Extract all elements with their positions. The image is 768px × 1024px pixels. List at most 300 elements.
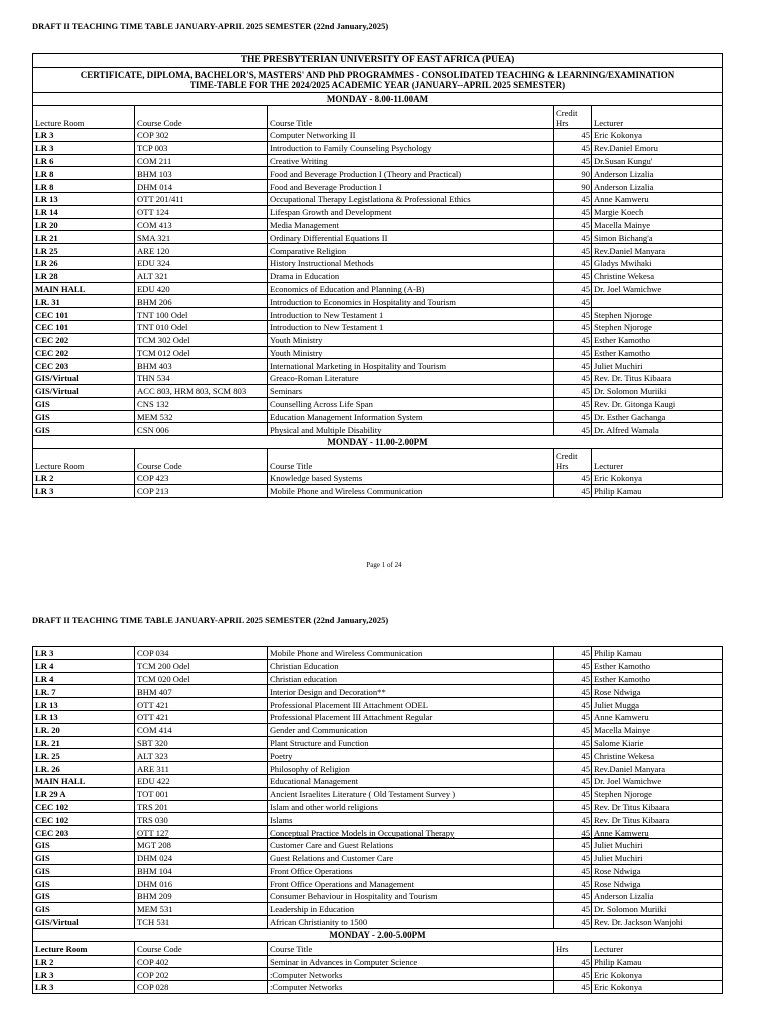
header-credit-label: Credit	[556, 108, 578, 119]
lecture-room-cell: LR 28	[33, 269, 135, 282]
course-code-cell: MEM 532	[135, 410, 268, 423]
credit-hrs-cell: 45	[554, 762, 592, 775]
header-lecture-room: Lecture Room	[33, 106, 135, 129]
lecture-room-cell: LR 21	[33, 231, 135, 244]
course-title-cell: Islams	[268, 813, 554, 826]
credit-hrs-cell: 45	[554, 877, 592, 890]
table-row	[33, 813, 723, 826]
course-code-cell: EDU 422	[135, 774, 268, 787]
table-row	[33, 968, 723, 981]
credit-hrs-cell: 45	[554, 838, 592, 851]
header-lecturer: Lecturer	[592, 941, 723, 955]
column-header-row	[33, 106, 723, 129]
table-row	[33, 472, 723, 485]
lecture-room-cell: GIS	[33, 902, 135, 915]
table-row	[33, 269, 723, 282]
course-code-cell: COP 034	[135, 647, 268, 660]
session-heading: MONDAY - 11.00-2.00PM	[33, 436, 723, 449]
course-code-cell: DHM 024	[135, 851, 268, 864]
course-title-cell: Ordinary Differential Equations II	[268, 231, 554, 244]
course-title-cell: Counselling Across Life Span	[268, 397, 554, 410]
lecture-room-cell: LR 3	[33, 484, 135, 497]
credit-hrs-cell: 45	[554, 244, 592, 257]
course-code-cell: OTT 201/411	[135, 192, 268, 205]
lecturer-cell: Salome Kiarie	[592, 736, 723, 749]
credit-hrs-cell: 45	[554, 851, 592, 864]
course-title-cell: :Computer Networks	[268, 968, 554, 981]
course-code-cell: TCH 531	[135, 915, 268, 928]
lecture-room-cell: LR. 31	[33, 295, 135, 308]
lecturer-cell: Eric Kokonya	[592, 472, 723, 485]
lecturer-cell: Esther Kamotho	[592, 659, 723, 672]
lecture-room-cell: GIS	[33, 410, 135, 423]
lecturer-cell: Christine Wekesa	[592, 269, 723, 282]
course-code-cell: TOT 001	[135, 787, 268, 800]
credit-hrs-cell: 45	[554, 915, 592, 928]
table-row	[33, 410, 723, 423]
lecture-room-cell: CEC 202	[33, 333, 135, 346]
lecturer-cell: Dr. Joel Wamichwe	[592, 282, 723, 295]
lecture-room-cell: CEC 203	[33, 826, 135, 839]
course-code-cell: TNT 100 Odel	[135, 308, 268, 321]
lecturer-cell: Dr. Joel Wamichwe	[592, 774, 723, 787]
session-heading: MONDAY - 2.00-5.00PM	[33, 928, 723, 941]
credit-hrs-cell: 45	[554, 231, 592, 244]
lecture-room-cell: LR 8	[33, 180, 135, 193]
course-code-cell: OTT 421	[135, 710, 268, 723]
course-title-cell: Seminar in Advances in Computer Science	[268, 955, 554, 968]
lecturer-cell: Rev. Dr. Gitonga Kaugi	[592, 397, 723, 410]
course-code-cell: DHM 014	[135, 180, 268, 193]
lecturer-cell: Rev.Daniel Emoru	[592, 141, 723, 154]
table-row	[33, 282, 723, 295]
credit-hrs-cell: 45	[554, 129, 592, 142]
table-row	[33, 864, 723, 877]
course-code-cell: TNT 010 Odel	[135, 320, 268, 333]
credit-hrs-cell: 45	[554, 308, 592, 321]
course-title-cell: Media Management	[268, 218, 554, 231]
credit-hrs-cell: 45	[554, 698, 592, 711]
credit-hrs-cell: 45	[554, 749, 592, 762]
lecturer-cell: Macella Mainye	[592, 218, 723, 231]
credit-hrs-cell: 45	[554, 384, 592, 397]
lecturer-cell: Rose Ndwiga	[592, 864, 723, 877]
course-code-cell: COP 402	[135, 955, 268, 968]
lecturer-cell: Dr.Susan Kungu'	[592, 154, 723, 167]
table-row	[33, 672, 723, 685]
course-title-cell: Youth Ministry	[268, 346, 554, 359]
table-row	[33, 838, 723, 851]
header-lecturer: Lecturer	[592, 106, 723, 129]
course-code-cell: BHM 209	[135, 890, 268, 903]
credit-hrs-cell: 45	[554, 423, 592, 436]
header-course-title: Course Title	[268, 106, 554, 129]
course-code-cell: COM 414	[135, 723, 268, 736]
course-code-cell: TCM 020 Odel	[135, 672, 268, 685]
course-code-cell: COP 213	[135, 484, 268, 497]
lecture-room-cell: CEC 101	[33, 308, 135, 321]
table-row	[33, 384, 723, 397]
header-hrs-label: Hrs	[556, 117, 569, 128]
lecturer-cell: Anderson Lizalia	[592, 180, 723, 193]
lecture-room-cell: CEC 102	[33, 813, 135, 826]
lecture-room-cell: GIS/Virtual	[33, 372, 135, 385]
credit-hrs-cell: 45	[554, 192, 592, 205]
credit-hrs-cell: 45	[554, 968, 592, 981]
lecturer-cell: Eric Kokonya	[592, 129, 723, 142]
table-row	[33, 346, 723, 359]
course-code-cell: CSN 006	[135, 423, 268, 436]
course-title-cell: Introduction to New Testament 1	[268, 320, 554, 333]
header-course-code: Course Code	[135, 449, 268, 472]
lecturer-cell: Anne Kamweru	[592, 826, 723, 839]
table-row	[33, 154, 723, 167]
lecture-room-cell: GIS	[33, 851, 135, 864]
credit-hrs-cell: 45	[554, 800, 592, 813]
lecturer-cell: Dr. Alfred Wamala	[592, 423, 723, 436]
draft-header: DRAFT II TEACHING TIME TABLE JANUARY-APRIL 2025 SEMESTER (22nd January,2025)	[32, 21, 389, 31]
course-code-cell: EDU 420	[135, 282, 268, 295]
lecturer-cell: Simon Bichang'a	[592, 231, 723, 244]
lecturer-cell: Rev. Dr. Jackson Wanjohi	[592, 915, 723, 928]
table-row	[33, 774, 723, 787]
table-row	[33, 647, 723, 660]
header-course-title: Course Title	[268, 449, 554, 472]
column-header-row	[33, 941, 723, 955]
table-row	[33, 902, 723, 915]
lecture-room-cell: LR 2	[33, 472, 135, 485]
credit-hrs-cell: 45	[554, 672, 592, 685]
lecture-room-cell: LR 3	[33, 647, 135, 660]
lecturer-cell: Eric Kokonya	[592, 968, 723, 981]
header-lecturer: Lecturer	[592, 449, 723, 472]
lecturer-cell: Christine Wekesa	[592, 749, 723, 762]
course-code-cell: TCP 003	[135, 141, 268, 154]
table-row	[33, 736, 723, 749]
lecturer-cell: Macella Mainye	[592, 723, 723, 736]
course-title-cell: Professional Placement III Attachment ODEL	[268, 698, 554, 711]
lecture-room-cell: LR 14	[33, 205, 135, 218]
table-row	[33, 800, 723, 813]
course-title-cell: Food and Beverage Production I	[268, 180, 554, 193]
lecturer-cell: Philip Kamau	[592, 955, 723, 968]
table-row	[33, 851, 723, 864]
lecture-room-cell: GIS/Virtual	[33, 915, 135, 928]
credit-hrs-cell: 45	[554, 484, 592, 497]
lecture-room-cell: LR 25	[33, 244, 135, 257]
timetable-page-2	[32, 646, 723, 994]
course-title-cell: Front Office Operations	[268, 864, 554, 877]
course-title-cell: Plant Structure and Function	[268, 736, 554, 749]
lecture-room-cell: GIS	[33, 423, 135, 436]
lecturer-cell: Stephen Njoroge	[592, 320, 723, 333]
course-code-cell: DHM 016	[135, 877, 268, 890]
course-title-cell: Christian education	[268, 672, 554, 685]
table-row	[33, 762, 723, 775]
credit-hrs-cell: 45	[554, 659, 592, 672]
table-row	[33, 205, 723, 218]
lecture-room-cell: CEC 102	[33, 800, 135, 813]
course-title-cell: Ancient Israelites Literature ( Old Testament Survey )	[268, 787, 554, 800]
course-code-cell: BHM 104	[135, 864, 268, 877]
credit-hrs-cell: 45	[554, 141, 592, 154]
course-title-cell: Educational Management	[268, 774, 554, 787]
course-title-cell: Customer Care and Guest Relations	[268, 838, 554, 851]
course-code-cell: ARE 311	[135, 762, 268, 775]
course-code-cell: BHM 403	[135, 359, 268, 372]
course-code-cell: TRS 030	[135, 813, 268, 826]
lecturer-cell: Rev. Dr. Titus Kibaara	[592, 372, 723, 385]
lecturer-cell: Rose Ndwiga	[592, 685, 723, 698]
lecture-room-cell: LR. 21	[33, 736, 135, 749]
lecturer-cell: Juliet Muchiri	[592, 851, 723, 864]
lecture-room-cell: LR. 20	[33, 723, 135, 736]
lecture-room-cell: LR 4	[33, 672, 135, 685]
session-heading: MONDAY - 8.00-11.00AM	[33, 93, 723, 106]
course-title-cell: Philosophy of Religion	[268, 762, 554, 775]
table-row	[33, 231, 723, 244]
table-row	[33, 167, 723, 180]
table-row	[33, 659, 723, 672]
lecture-room-cell: LR 13	[33, 192, 135, 205]
credit-hrs-cell: 45	[554, 372, 592, 385]
course-code-cell: COM 413	[135, 218, 268, 231]
lecture-room-cell: MAIN HALL	[33, 774, 135, 787]
lecturer-cell	[592, 295, 723, 308]
credit-hrs-cell: 45	[554, 218, 592, 231]
lecturer-cell: Dr. Solomon Muriiki	[592, 902, 723, 915]
course-code-cell: ACC 803, HRM 803, SCM 803	[135, 384, 268, 397]
lecture-room-cell: GIS	[33, 397, 135, 410]
lecture-room-cell: LR. 25	[33, 749, 135, 762]
lecturer-cell: Margie Koech	[592, 205, 723, 218]
table-row	[33, 218, 723, 231]
course-title-cell: History Instructional Methods	[268, 256, 554, 269]
lecture-room-cell: LR 3	[33, 981, 135, 994]
credit-hrs-cell: 45	[554, 256, 592, 269]
course-title-cell: :Computer Networks	[268, 981, 554, 994]
lecture-room-cell: LR 3	[33, 129, 135, 142]
course-code-cell: BHM 407	[135, 685, 268, 698]
course-title-cell: African Christianity to 1500	[268, 915, 554, 928]
credit-hrs-cell: 45	[554, 902, 592, 915]
course-title-cell: Lifespan Growth and Development	[268, 205, 554, 218]
table-row	[33, 129, 723, 142]
course-code-cell: OTT 127	[135, 826, 268, 839]
course-title-cell: Computer Networking II	[268, 129, 554, 142]
table-row	[33, 423, 723, 436]
university-title: THE PRESBYTERIAN UNIVERSITY OF EAST AFRICA (PUEA)	[33, 54, 723, 68]
lecture-room-cell: GIS	[33, 890, 135, 903]
table-row	[33, 333, 723, 346]
course-title-cell: Gender and Communication	[268, 723, 554, 736]
credit-hrs-cell: 45	[554, 205, 592, 218]
lecture-room-cell: GIS/Virtual	[33, 384, 135, 397]
course-title-cell: Introduction to Economics in Hospitality and Tourism	[268, 295, 554, 308]
table-row	[33, 787, 723, 800]
table-row	[33, 698, 723, 711]
timetable-page-1	[32, 53, 723, 498]
course-title-cell: Introduction to New Testament 1	[268, 308, 554, 321]
course-title-cell: Guest Relations and Customer Care	[268, 851, 554, 864]
table-row	[33, 749, 723, 762]
table-row	[33, 723, 723, 736]
lecturer-cell: Philip Kamau	[592, 484, 723, 497]
credit-hrs-cell: 45	[554, 774, 592, 787]
lecturer-cell: Esther Kamotho	[592, 333, 723, 346]
lecture-room-cell: LR. 26	[33, 762, 135, 775]
course-code-cell: COM 211	[135, 154, 268, 167]
lecture-room-cell: LR 2	[33, 955, 135, 968]
credit-hrs-cell: 45	[554, 472, 592, 485]
course-code-cell: OTT 124	[135, 205, 268, 218]
table-row	[33, 826, 723, 839]
lecturer-cell: Anderson Lizalia	[592, 890, 723, 903]
header-credit-hrs	[554, 449, 592, 472]
credit-hrs-cell: 45	[554, 346, 592, 359]
course-code-cell: EDU 324	[135, 256, 268, 269]
table-row	[33, 308, 723, 321]
course-title-cell: Conceptual Practice Models in Occupational Therapy	[268, 826, 554, 839]
course-title-cell: Professional Placement III Attachment Regular	[268, 710, 554, 723]
lecture-room-cell: MAIN HALL	[33, 282, 135, 295]
lecturer-cell: Esther Kamotho	[592, 346, 723, 359]
header-credit-hrs	[554, 106, 592, 129]
credit-hrs-cell: 45	[554, 359, 592, 372]
header-hrs: Hrs	[554, 941, 592, 955]
lecturer-cell: Stephen Njoroge	[592, 787, 723, 800]
column-header-row	[33, 449, 723, 472]
course-title-cell: Education Management Information System	[268, 410, 554, 423]
header-course-title: Course Title	[268, 941, 554, 955]
course-code-cell: TCM 012 Odel	[135, 346, 268, 359]
header-credit-label: Credit	[556, 451, 578, 462]
table-row	[33, 397, 723, 410]
course-title-cell: Knowledge based Systems	[268, 472, 554, 485]
header-lecture-room: Lecture Room	[33, 941, 135, 955]
course-code-cell: OTT 421	[135, 698, 268, 711]
lecture-room-cell: LR 13	[33, 698, 135, 711]
credit-hrs-cell: 45	[554, 282, 592, 295]
programmes-line-1: CERTIFICATE, DIPLOMA, BACHELOR'S, MASTERS' AND PhD PROGRAMMES - CONSOLIDATED TEACHING & LEARNING/EXAMINATION	[80, 69, 675, 80]
lecturer-cell: Juliet Muchiri	[592, 838, 723, 851]
lecture-room-cell: GIS	[33, 877, 135, 890]
course-code-cell: ALT 323	[135, 749, 268, 762]
credit-hrs-cell: 45	[554, 320, 592, 333]
course-title-cell: Creative Writing	[268, 154, 554, 167]
credit-hrs-cell: 45	[554, 890, 592, 903]
table-row	[33, 915, 723, 928]
lecture-room-cell: CEC 101	[33, 320, 135, 333]
lecture-room-cell: CEC 203	[33, 359, 135, 372]
lecture-room-cell: LR 4	[33, 659, 135, 672]
header-course-code: Course Code	[135, 941, 268, 955]
lecture-room-cell: LR. 7	[33, 685, 135, 698]
table-row	[33, 484, 723, 497]
course-code-cell: THN 534	[135, 372, 268, 385]
lecturer-cell: Anne Kamweru	[592, 192, 723, 205]
lecture-room-cell: LR 20	[33, 218, 135, 231]
credit-hrs-cell: 45	[554, 736, 592, 749]
lecturer-cell: Anderson Lizalia	[592, 167, 723, 180]
course-code-cell: COP 302	[135, 129, 268, 142]
credit-hrs-cell: 45	[554, 981, 592, 994]
lecture-room-cell: GIS	[33, 864, 135, 877]
course-title-cell: International Marketing in Hospitality and Tourism	[268, 359, 554, 372]
table-row	[33, 890, 723, 903]
table-row	[33, 244, 723, 257]
lecturer-cell: Dr. Esther Gachanga	[592, 410, 723, 423]
table-row	[33, 710, 723, 723]
table-row	[33, 372, 723, 385]
course-title-cell: Mobile Phone and Wireless Communication	[268, 484, 554, 497]
course-code-cell: SMA 321	[135, 231, 268, 244]
course-title-cell: Leadership in Education	[268, 902, 554, 915]
lecture-room-cell: LR 26	[33, 256, 135, 269]
course-title-cell: Mobile Phone and Wireless Communication	[268, 647, 554, 660]
table-row	[33, 955, 723, 968]
lecturer-cell: Rose Ndwiga	[592, 877, 723, 890]
lecturer-cell: Gladys Mwihaki	[592, 256, 723, 269]
lecture-room-cell: LR 8	[33, 167, 135, 180]
credit-hrs-cell: 45	[554, 710, 592, 723]
lecturer-cell: Dr. Solomon Muriiki	[592, 384, 723, 397]
credit-hrs-cell: 90	[554, 167, 592, 180]
lecturer-cell: Eric Kokonya	[592, 981, 723, 994]
course-title-cell: Front Office Operations and Management	[268, 877, 554, 890]
course-title-cell: Christian Education	[268, 659, 554, 672]
course-title-cell: Economics of Education and Planning (A-B)	[268, 282, 554, 295]
table-row	[33, 295, 723, 308]
programmes-line-2: TIME-TABLE FOR THE 2024/2025 ACADEMIC YEAR (JANUARY--APRIL 2025 SEMESTER)	[189, 80, 566, 90]
credit-hrs-cell: 90	[554, 180, 592, 193]
lecturer-cell: Rev.Daniel Manyara	[592, 762, 723, 775]
lecture-room-cell: GIS	[33, 838, 135, 851]
credit-hrs-cell: 45	[554, 955, 592, 968]
course-title-cell: Seminars	[268, 384, 554, 397]
header-course-code: Course Code	[135, 106, 268, 129]
credit-hrs-cell: 45	[554, 410, 592, 423]
credit-hrs-cell: 45	[554, 647, 592, 660]
lecturer-cell: Juliet Muchiri	[592, 359, 723, 372]
course-title-cell: Islam and other world religions	[268, 800, 554, 813]
credit-hrs-cell: 45	[554, 826, 592, 839]
lecturer-cell: Juliet Mugga	[592, 698, 723, 711]
course-code-cell: TCM 302 Odel	[135, 333, 268, 346]
lecture-room-cell: LR 3	[33, 141, 135, 154]
course-title-cell: Occupational Therapy Legistlationa & Professional Ethics	[268, 192, 554, 205]
course-title-cell: Poetry	[268, 749, 554, 762]
lecturer-cell: Rev. Dr Titus Kibaara	[592, 800, 723, 813]
course-code-cell: CNS 132	[135, 397, 268, 410]
course-code-cell: MGT 208	[135, 838, 268, 851]
course-code-cell: TRS 201	[135, 800, 268, 813]
credit-hrs-cell: 45	[554, 723, 592, 736]
course-code-cell: COP 202	[135, 968, 268, 981]
course-title-cell: Youth Ministry	[268, 333, 554, 346]
credit-hrs-cell: 45	[554, 269, 592, 282]
credit-hrs-cell: 45	[554, 295, 592, 308]
credit-hrs-cell: 45	[554, 787, 592, 800]
course-title-cell: Consumer Behaviour in Hospitality and Tourism	[268, 890, 554, 903]
course-code-cell: TCM 200 Odel	[135, 659, 268, 672]
course-code-cell: ALT 321	[135, 269, 268, 282]
credit-hrs-cell: 45	[554, 864, 592, 877]
course-code-cell: COP 028	[135, 981, 268, 994]
lecturer-cell: Rev.Daniel Manyara	[592, 244, 723, 257]
course-code-cell: BHM 206	[135, 295, 268, 308]
table-row	[33, 877, 723, 890]
